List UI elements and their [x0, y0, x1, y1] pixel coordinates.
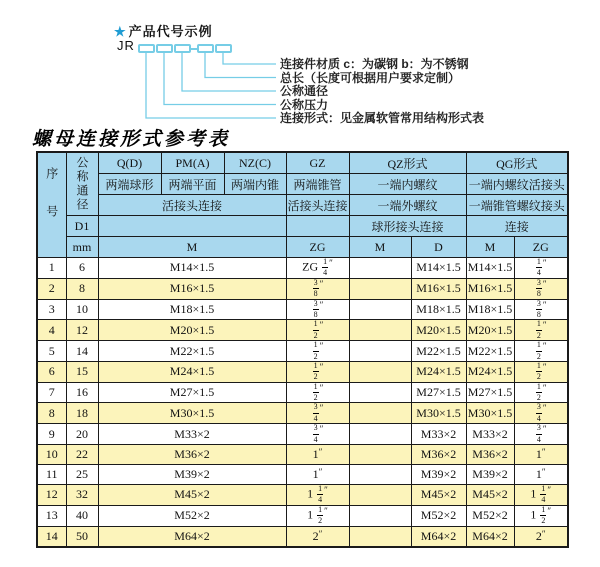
- inch-mark: ″: [547, 505, 552, 516]
- end-type-qz: 一端内螺纹: [349, 174, 466, 195]
- inch-mark: ″: [541, 467, 546, 478]
- cell-seq: 6: [37, 361, 66, 382]
- callout-line: [146, 53, 276, 118]
- inch-mark: ″: [324, 485, 328, 496]
- cell-qz-m: [349, 445, 411, 465]
- cell-dn-mm: 32: [66, 485, 98, 506]
- cell-qz-d: M24×1.5: [411, 361, 466, 382]
- cell-qz-d: M45×2: [411, 485, 466, 506]
- cell-dn-mm: 12: [66, 320, 98, 341]
- fraction: $\frac{3}{4}$: [536, 402, 541, 423]
- cell-qz-m: [349, 403, 411, 424]
- connection-union-left: 活接头连接: [98, 195, 286, 216]
- table-title: 螺母连接形式参考表: [32, 128, 231, 150]
- callout-diameter: 公称通径: [280, 84, 329, 98]
- header-blank-left: [98, 216, 286, 237]
- thread-col-zg-qg: ZG: [514, 237, 568, 258]
- table-row: [37, 341, 568, 362]
- cell-qg-m: M14×1.5: [466, 258, 514, 279]
- cell-m-thread: M24×1.5: [98, 361, 286, 382]
- connection-label: 连接: [466, 216, 568, 237]
- fraction: $\frac{3}{8}$: [536, 278, 541, 299]
- cell-qg-m: M30×1.5: [466, 403, 514, 424]
- thread-col-d-qz: D: [411, 237, 466, 258]
- cell-qz-m: [349, 258, 411, 279]
- fraction: $\frac{3}{8}$: [313, 278, 318, 299]
- col-header-form-qd: Q(D): [98, 152, 161, 174]
- cell-m-thread: M14×1.5: [98, 258, 286, 279]
- inch-mark: ″: [542, 278, 547, 289]
- cell-seq: 1: [37, 258, 66, 279]
- connection-qg: 一端锥管螺纹接头: [466, 195, 568, 216]
- cell-qg-zg: [514, 382, 568, 403]
- cell-qg-m: M24×1.5: [466, 361, 514, 382]
- col-header-form-qg: QG形式: [466, 152, 568, 174]
- cell-m-thread: M45×2: [98, 485, 286, 506]
- cell-gz-zg: [286, 320, 349, 341]
- callout-line: [182, 53, 276, 91]
- code-dash: [190, 48, 197, 50]
- fraction: $\frac{1}{4}$: [536, 257, 541, 278]
- inch-mark: ″: [324, 505, 328, 516]
- fraction: $\frac{1}{2}$: [536, 382, 541, 403]
- cell-qg-zg: [514, 403, 568, 424]
- cell-qz-d: M39×2: [411, 465, 466, 485]
- cell-gz-zg: 1″: [286, 465, 349, 485]
- cell-qz-m: [349, 299, 411, 320]
- inch-mark: ″: [542, 299, 547, 310]
- cell-gz-zg: [286, 403, 349, 424]
- table-row: [37, 526, 568, 547]
- cell-gz-zg: 1″: [286, 445, 349, 465]
- cell-m-thread: M16×1.5: [98, 278, 286, 299]
- cell-qg-m: M22×1.5: [466, 341, 514, 362]
- table-row: [37, 361, 568, 382]
- cell-seq: 7: [37, 382, 66, 403]
- inch-mark: ″: [542, 424, 547, 435]
- cell-qz-m: [349, 465, 411, 485]
- thread-col-m-qg: M: [466, 237, 514, 258]
- cell-qz-m: [349, 526, 411, 547]
- inch-mark: ″: [541, 528, 546, 539]
- inch-mark: ″: [542, 341, 547, 352]
- cell-qz-m: [349, 341, 411, 362]
- end-type-pma: 两端平面: [161, 174, 224, 195]
- cell-m-thread: M22×1.5: [98, 341, 286, 362]
- inch-mark: ″: [542, 382, 547, 393]
- cell-gz-zg: ZG $\frac{1}{4}$ ″: [286, 258, 349, 279]
- cell-dn-mm: 25: [66, 465, 98, 485]
- inch-mark: ″: [319, 278, 324, 289]
- connection-ball-joint: 球形接头连接: [349, 216, 466, 237]
- cell-dn-mm: 14: [66, 341, 98, 362]
- cell-qz-d: M22×1.5: [411, 341, 466, 362]
- cell-qg-zg: [514, 424, 568, 445]
- fraction: $\frac{1}{2}$: [313, 340, 318, 361]
- cell-qg-zg: [514, 361, 568, 382]
- code-box-1: [138, 44, 155, 53]
- table-row: [37, 278, 568, 299]
- cell-gz-zg: 2″: [286, 526, 349, 547]
- cell-qg-m: M52×2: [466, 505, 514, 526]
- cell-dn-mm: 6: [66, 258, 98, 279]
- callout-material: 连接件材质 c：为碳钢 b：为不锈钢: [280, 57, 469, 71]
- cell-qz-m: [349, 424, 411, 445]
- cell-seq: 11: [37, 465, 66, 485]
- cell-qg-zg: 1 $\frac{1}{2}$ ″: [514, 505, 568, 526]
- cell-m-thread: M20×1.5: [98, 320, 286, 341]
- cell-dn-mm: 22: [66, 445, 98, 465]
- callout-connection: 连接形式：见金属软管常用结构形式表: [280, 111, 485, 125]
- inch-mark: ″: [319, 361, 324, 372]
- cell-qz-m: [349, 320, 411, 341]
- star-icon: ★: [114, 24, 127, 39]
- cell-m-thread: M30×1.5: [98, 403, 286, 424]
- inch-mark: ″: [319, 424, 324, 435]
- cell-qg-m: M16×1.5: [466, 278, 514, 299]
- cell-gz-zg: [286, 299, 349, 320]
- cell-qg-m: M27×1.5: [466, 382, 514, 403]
- cell-qz-d: M30×1.5: [411, 403, 466, 424]
- callout-line: [164, 53, 276, 105]
- cell-seq: 5: [37, 341, 66, 362]
- table-row: [37, 320, 568, 341]
- inch-mark: ″: [318, 447, 323, 458]
- table-row: [37, 505, 568, 526]
- connection-qz: 一端外螺纹: [349, 195, 466, 216]
- product-code-diagram: [0, 0, 600, 130]
- code-box-5: [215, 44, 232, 53]
- end-type-gz: 两端锥管: [286, 174, 349, 195]
- inch-mark: ″: [542, 320, 547, 331]
- cell-qz-d: M16×1.5: [411, 278, 466, 299]
- col-header-form-qz: QZ形式: [349, 152, 466, 174]
- table-body: [37, 258, 568, 547]
- header-blank-gz: [286, 216, 349, 237]
- inch-mark: ″: [541, 447, 546, 458]
- cell-qg-zg: [514, 341, 568, 362]
- fraction: $\frac{3}{4}$: [536, 423, 541, 444]
- inch-mark: ″: [542, 403, 547, 414]
- code-box-3: [174, 44, 191, 53]
- cell-seq: 14: [37, 526, 66, 547]
- cell-dn-mm: 16: [66, 382, 98, 403]
- cell-qz-d: M64×2: [411, 526, 466, 547]
- cell-qz-d: M52×2: [411, 505, 466, 526]
- table-header: [37, 152, 568, 258]
- fraction: $\frac{1}{2}$: [313, 382, 318, 403]
- cell-m-thread: M52×2: [98, 505, 286, 526]
- cell-qg-m: M39×2: [466, 465, 514, 485]
- cell-qg-m: M18×1.5: [466, 299, 514, 320]
- cell-qz-m: [349, 485, 411, 506]
- fraction: $\frac{3}{8}$: [536, 299, 541, 319]
- col-header-d1: D1: [66, 216, 98, 237]
- cell-qz-d: M33×2: [411, 424, 466, 445]
- cell-qg-zg: [514, 258, 568, 279]
- cell-qg-zg: 1″: [514, 445, 568, 465]
- cell-qz-m: [349, 278, 411, 299]
- inch-mark: ″: [319, 320, 324, 331]
- cell-qg-m: M33×2: [466, 424, 514, 445]
- inch-mark: ″: [319, 341, 324, 352]
- cell-dn-mm: 8: [66, 278, 98, 299]
- cell-gz-zg: [286, 278, 349, 299]
- col-header-form-nzc: NZ(C): [224, 152, 286, 174]
- inch-mark: ″: [318, 467, 323, 478]
- cell-qg-m: M20×1.5: [466, 320, 514, 341]
- end-type-qd: 两端球形: [98, 174, 161, 195]
- thread-col-m-left: M: [98, 237, 286, 258]
- cell-qz-d: M18×1.5: [411, 299, 466, 320]
- fraction: $\frac{1}{4}$: [318, 484, 323, 505]
- cell-m-thread: M36×2: [98, 445, 286, 465]
- cell-qg-m: M45×2: [466, 485, 514, 506]
- cell-gz-zg: [286, 361, 349, 382]
- cell-gz-zg: [286, 424, 349, 445]
- cell-seq: 13: [37, 505, 66, 526]
- col-header-form-gz: GZ: [286, 152, 349, 174]
- cell-m-thread: M39×2: [98, 465, 286, 485]
- cell-gz-zg: 1 $\frac{1}{2}$ ″: [286, 505, 349, 526]
- cell-m-thread: M64×2: [98, 526, 286, 547]
- cell-qz-m: [349, 382, 411, 403]
- cell-qg-m: M64×2: [466, 526, 514, 547]
- end-type-nzc: 两端内锥: [224, 174, 286, 195]
- cell-qg-zg: [514, 299, 568, 320]
- cell-dn-mm: 20: [66, 424, 98, 445]
- cell-qg-m: M36×2: [466, 445, 514, 465]
- fraction: $\frac{1}{4}$: [323, 257, 328, 278]
- table-row: [37, 445, 568, 465]
- fraction: $\frac{1}{2}$: [536, 361, 541, 382]
- callout-line: [205, 53, 276, 78]
- code-box-2: [156, 44, 173, 53]
- cell-seq: 10: [37, 445, 66, 465]
- example-label: 产品代号示例: [128, 24, 213, 39]
- connection-union-gz: 活接头连接: [286, 195, 349, 216]
- inch-mark: ″: [319, 382, 324, 393]
- table-row: [37, 258, 568, 279]
- end-type-qg: 一端内螺纹活接头: [466, 174, 568, 195]
- fraction: $\frac{3}{8}$: [313, 299, 318, 319]
- table-row: [37, 403, 568, 424]
- table-row: [37, 424, 568, 445]
- cell-dn-mm: 40: [66, 505, 98, 526]
- fraction: $\frac{1}{4}$: [541, 484, 546, 505]
- cell-qg-zg: 2″: [514, 526, 568, 547]
- inch-mark: ″: [547, 485, 552, 496]
- cell-qz-m: [349, 361, 411, 382]
- inch-mark: ″: [318, 528, 323, 539]
- fraction: $\frac{1}{2}$: [318, 505, 323, 526]
- cell-seq: 3: [37, 299, 66, 320]
- inch-mark: ″: [319, 299, 324, 310]
- fraction: $\frac{1}{2}$: [313, 319, 318, 340]
- col-header-form-pma: PM(A): [161, 152, 224, 174]
- cell-qz-m: [349, 505, 411, 526]
- cell-dn-mm: 50: [66, 526, 98, 547]
- table-row: [37, 382, 568, 403]
- cell-dn-mm: 10: [66, 299, 98, 320]
- cell-dn-mm: 15: [66, 361, 98, 382]
- table-row: [37, 299, 568, 320]
- cell-dn-mm: 18: [66, 403, 98, 424]
- callout-pressure: 公称压力: [280, 97, 329, 112]
- table-row: [37, 465, 568, 485]
- cell-gz-zg: [286, 382, 349, 403]
- fraction: $\frac{1}{2}$: [536, 340, 541, 361]
- cell-qz-d: M36×2: [411, 445, 466, 465]
- cell-seq: 12: [37, 485, 66, 506]
- fraction: $\frac{3}{4}$: [313, 423, 318, 444]
- cell-qz-d: M27×1.5: [411, 382, 466, 403]
- thread-col-m-qz: M: [349, 237, 411, 258]
- inch-mark: ″: [542, 361, 547, 372]
- cell-qg-zg: 1″: [514, 465, 568, 485]
- cell-qz-d: M20×1.5: [411, 320, 466, 341]
- fraction: $\frac{1}{2}$: [541, 505, 546, 526]
- thread-col-zg-gz: ZG: [286, 237, 349, 258]
- callout-length: 总长（长度可根据用户要求定制）: [280, 70, 461, 85]
- cell-qz-d: M14×1.5: [411, 258, 466, 279]
- col-header-seq: 序号: [37, 152, 66, 258]
- callout-line: [223, 53, 276, 64]
- inch-mark: ″: [542, 258, 547, 268]
- cell-m-thread: M33×2: [98, 424, 286, 445]
- col-header-nominal-diameter: 公称通径: [66, 152, 98, 216]
- cell-seq: 4: [37, 320, 66, 341]
- inch-mark: ″: [329, 258, 333, 268]
- fraction: $\frac{3}{4}$: [313, 402, 318, 423]
- cell-qg-zg: [514, 320, 568, 341]
- inch-mark: ″: [319, 403, 324, 414]
- cell-seq: 9: [37, 424, 66, 445]
- cell-gz-zg: [286, 341, 349, 362]
- code-box-4: [197, 44, 214, 53]
- fraction: $\frac{1}{2}$: [536, 319, 541, 340]
- cell-gz-zg: 1 $\frac{1}{4}$ ″: [286, 485, 349, 506]
- cell-qg-zg: [514, 278, 568, 299]
- cell-seq: 2: [37, 278, 66, 299]
- nut-connection-table: [36, 151, 569, 548]
- cell-m-thread: M18×1.5: [98, 299, 286, 320]
- product-code-prefix: JR: [117, 38, 135, 53]
- table-row: [37, 485, 568, 506]
- cell-seq: 8: [37, 403, 66, 424]
- fraction: $\frac{1}{2}$: [313, 361, 318, 382]
- cell-qg-zg: 1 $\frac{1}{4}$ ″: [514, 485, 568, 506]
- cell-m-thread: M27×1.5: [98, 382, 286, 403]
- col-header-mm: mm: [66, 237, 98, 258]
